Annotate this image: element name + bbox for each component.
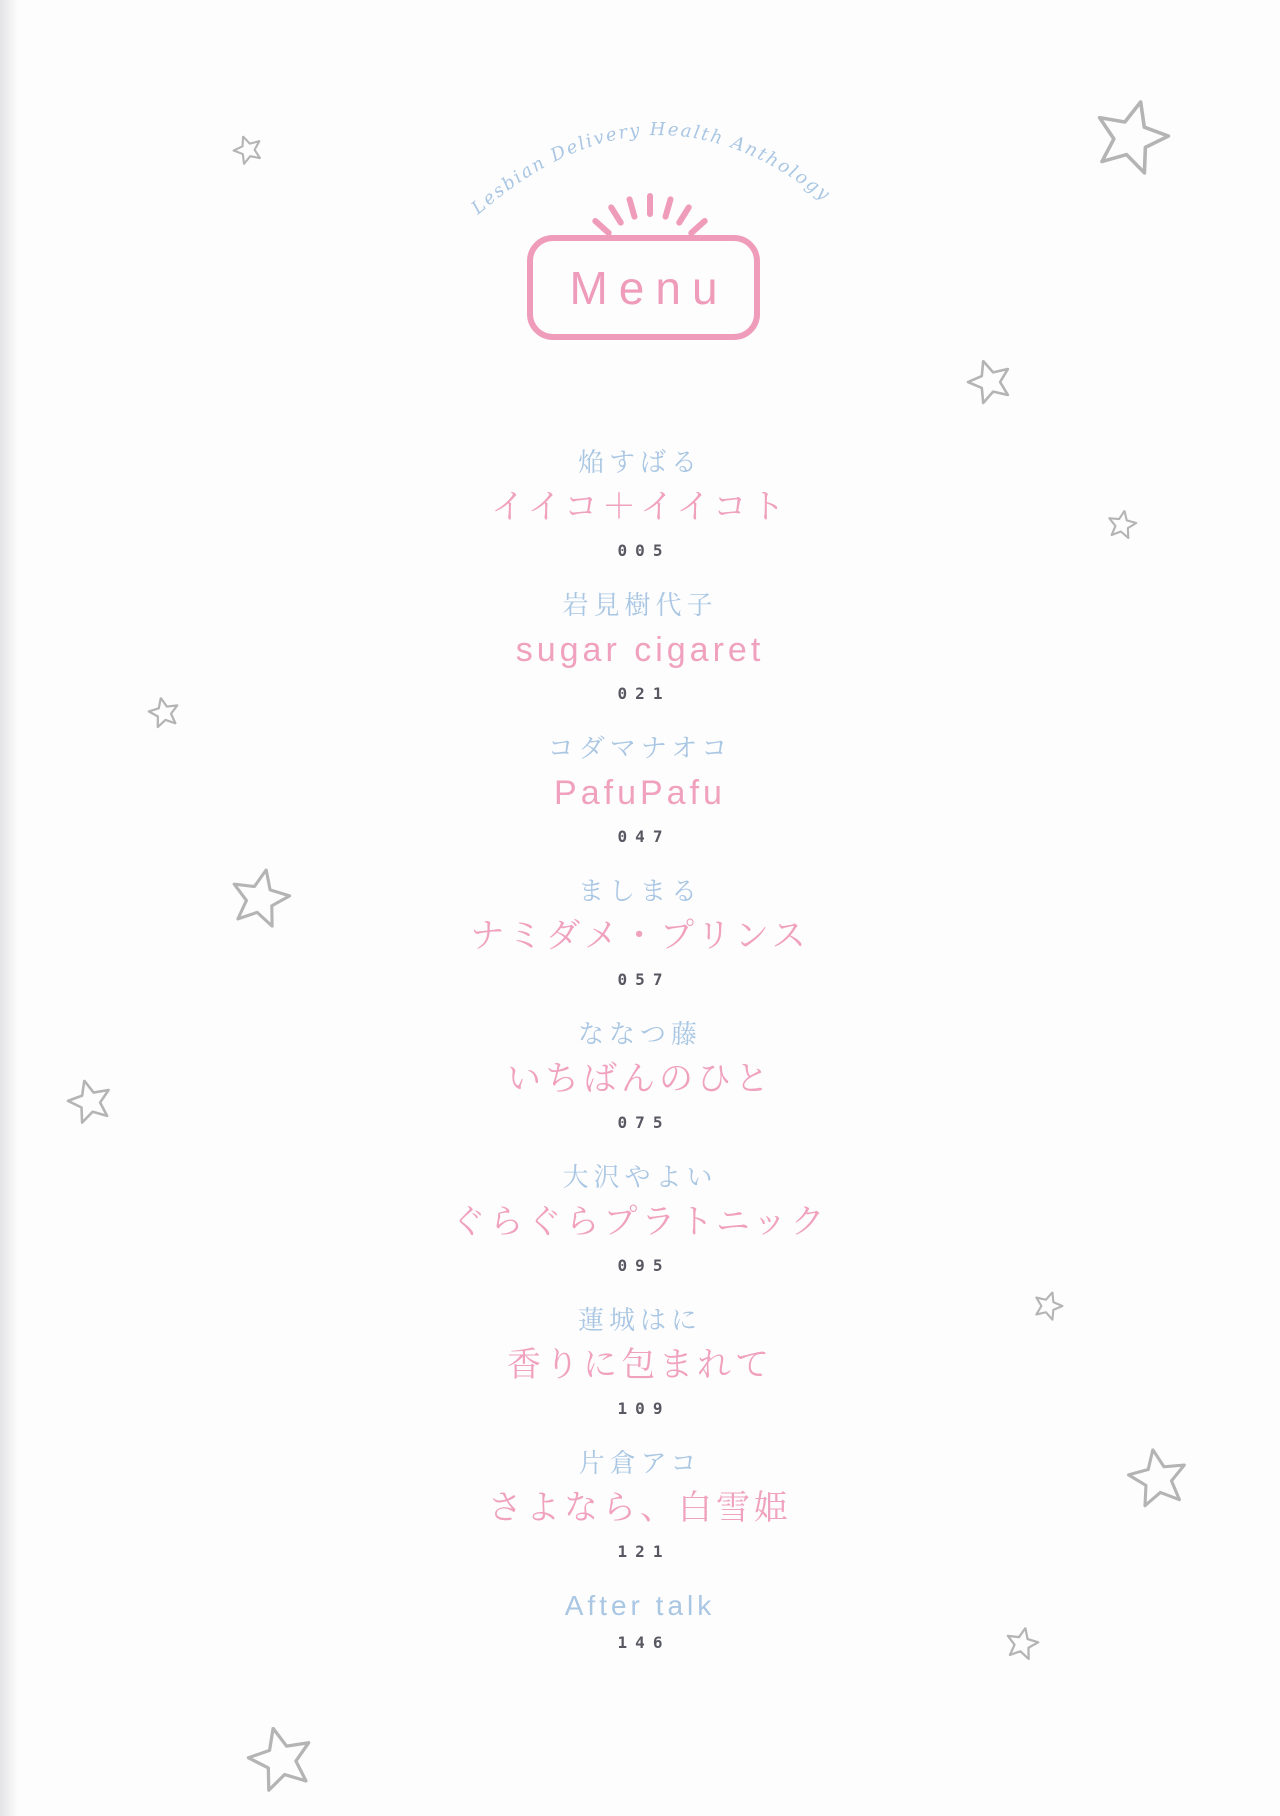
menu-title: Menu xyxy=(569,261,729,314)
entry-title: ナミダメ・プリンス xyxy=(470,917,810,955)
entry-page-number: 146 xyxy=(617,1633,671,1652)
entry-author: 焔すばる xyxy=(577,447,702,477)
entry-page-number: 021 xyxy=(617,684,671,703)
entry-page-number: 075 xyxy=(617,1113,671,1132)
ray-icon xyxy=(647,193,653,217)
entry-title: いちばんのひと xyxy=(507,1060,773,1098)
toc-entry xyxy=(0,446,1280,560)
entry-page-number: 121 xyxy=(617,1542,671,1561)
entry-title: sugar cigaret xyxy=(515,631,765,669)
entry-author: 岩見樹代子 xyxy=(562,590,718,620)
entry-author: 蓮城はに xyxy=(577,1305,702,1335)
star-icon xyxy=(240,1719,322,1801)
toc-entry xyxy=(0,875,1280,989)
entry-author: 片倉アコ xyxy=(578,1448,702,1478)
toc-entry xyxy=(0,1304,1280,1418)
entry-title: イイコ＋イイコト xyxy=(491,488,789,526)
entry-title: 香りに包まれて xyxy=(507,1346,773,1384)
entry-author: ななつ藤 xyxy=(577,1019,702,1049)
table-of-contents xyxy=(0,446,1280,1681)
star-icon xyxy=(961,353,1019,411)
toc-entry xyxy=(0,1161,1280,1275)
arc-title-text: Lesbian Delivery Health Anthology xyxy=(467,119,836,219)
toc-entry xyxy=(0,589,1280,703)
entry-author: ましまる xyxy=(577,876,702,906)
entry-page-number: 005 xyxy=(617,541,671,560)
entry-title: ぐらぐらプラトニック xyxy=(451,1203,829,1241)
entry-title: PafuPafu xyxy=(554,774,726,812)
entry-page-number: 095 xyxy=(617,1256,671,1275)
entry-page-number: 057 xyxy=(617,970,671,989)
toc-entry xyxy=(0,732,1280,846)
entry-author: コダマナオコ xyxy=(547,733,733,763)
after-talk-entry xyxy=(0,1590,1280,1652)
arc-title-graphic xyxy=(0,0,1280,270)
after-talk-label: After talk xyxy=(564,1590,716,1621)
entry-page-number: 047 xyxy=(617,827,671,846)
toc-entry xyxy=(0,1447,1280,1561)
entry-author: 大沢やよい xyxy=(562,1162,718,1192)
entry-title: さよなら、白雪姫 xyxy=(488,1489,792,1527)
entry-page-number: 109 xyxy=(617,1399,671,1418)
menu-title-box xyxy=(527,235,760,340)
toc-entry xyxy=(0,1018,1280,1132)
